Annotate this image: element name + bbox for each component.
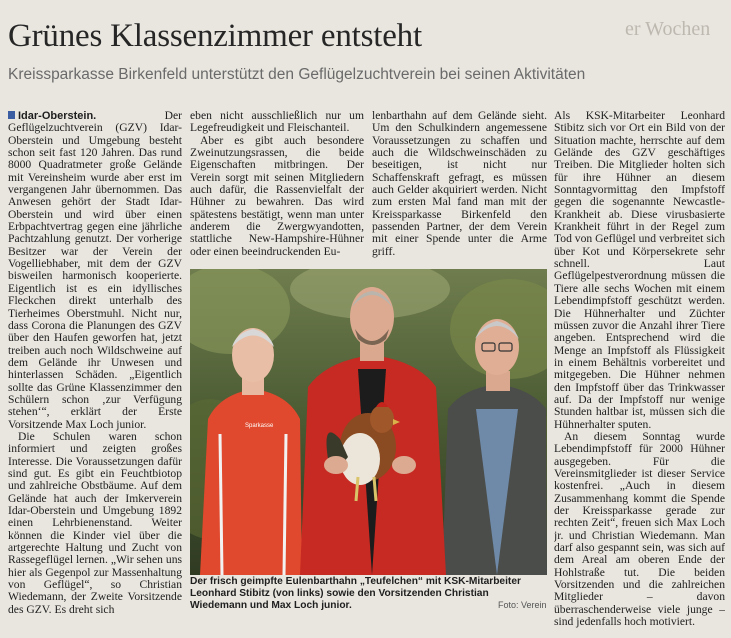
article-column-4 [554, 110, 725, 630]
paragraph: eben nicht ausschließlich nur um Legefreudigkeit und Fleischanteil. [190, 110, 364, 135]
article-column-1 [8, 110, 182, 630]
paragraph: Als KSK-Mitarbeiter Leonhard Stibitz sich vor Ort ein Bild von der Situation machte, herrschte auf dem Gelände des GZV geschäftiges Treiben. Die Mitglieder holten sich für ihre Hühner an diesem Sonntagvormittag den Impfstoff gegen die sogenannte Newcastle-Krankheit ab. Diese virusbasierte Krankheit führt in der Regel zum Tod von Geflügel und verbreitet sich über Kot und Körpersekrete sehr schnell. Laut Geflügelpestverordnung müssen die Tiere alle sechs Wochen mit einem Lebendimpfstoff geschützt werden. Die Hühnerhalter und Züchter müssen zuvor die Anzahl ihrer Tiere angeben. Entsprechend wird die Menge an Impfstoff als Flüssigkeit in einem Behältnis vorbereitet und mitgegeben. Die Hühner nehmen den Impfstoff über das Trinkwasser auf. Da der Impfstoff nur wenige Stunden haltbar ist, müssen sich die Hühnerhalter sputen. [554, 110, 725, 431]
bleed-through-text: er Wochen [625, 18, 711, 40]
subheadline: Kreissparkasse Birkenfeld unterstützt den Geflügelzuchtverein bei seinen Aktivitäten [8, 66, 586, 83]
paragraph: lenbarthahn auf dem Gelände sieht. Um den Schulkindern angemessene Voraussetzungen zu schaffen und auch die Wildschweinschäden zu beseitigen, ist nicht nur Schaffenskraft gefragt, es müssen auch Gelder akquiriert werden. Nicht zum ersten Mal fand man mit der Kreissparkasse Birkenfeld den passenden Partner, der dem Verein mit einer Spende unter die Arme griff. [372, 110, 547, 258]
paragraph [8, 110, 182, 431]
shirt-print: Sparkasse [245, 423, 274, 429]
photo-credit: Foto: Verein [498, 600, 547, 610]
dateline-marker-icon [8, 111, 15, 119]
dateline: Idar-Oberstein. [18, 110, 97, 122]
article-column-3 [372, 110, 547, 268]
hand [392, 456, 416, 474]
photo-caption: Der frisch geimpfte Eulenbarthahn „Teufelchen“ mit KSK-Mitarbeiter Leonhard Stibitz (von links) sowie den Vorsitzenden Christian Wiedemann und Max Loch junior. [190, 576, 521, 612]
hand [324, 456, 348, 474]
paragraph: An diesem Sonntag wurde Lebendimpfstoff für 2000 Hühner ausgegeben. Für die Vereinsmitglieder ist dieser Service kostenfrei. „Auch in diesem Zusammenhang kommt die Spende der Kreissparkasse gerade zur rechten Zeit“, freuen sich Max Loch jr. und Christian Wiedemann. Man darf also gespannt sein, was sich auf dem Areal am oberen Ende der Hohlstraße tut. Die beiden Vorsitzenden und die zahlreichen Mitglieder – davon überraschenderweise viele junge – sind jedenfalls hoch motiviert. [554, 429, 725, 629]
article-photo [190, 269, 547, 575]
photo-illustration [190, 269, 547, 575]
paragraph: Aber es gibt auch besondere Zweinutzungsrassen, die beide Eigenschaften mitbringen. Der Verein sorgt mit seinen Mitgliedern auch dafür, die Rassenvielfalt der Hühner zu bewahren. Das wird spätestens bestätigt, wenn man unter anderem die Zwergwyandotten, stattliche New-Hampshire-Hühner oder einen beeindruckenden Eu- [190, 133, 364, 258]
headline: Grünes Klassenzimmer entsteht [8, 18, 422, 54]
article-column-2 [190, 110, 364, 268]
paragraph: Die Schulen waren schon informiert und zeigten großes Interesse. Die Voraussetzungen dafür sind gut. Es gibt ein Feuchtbiotop und zahlreiche Obstbäume. Auf dem Gelände hat auch der Imkerverein Idar-Oberstein und Umgebung 1892 einen Lehrbienenstand. Weiter können die Kinder viel über die artgerechte Haltung und Zucht von Rassegeflügel lernen. „Wir sehen uns hier als Gegenpol zur Massenhaltung von Geflügel“, so Christian Wiedemann, der Zweite Vorsitzende des GZV. Es dreht sich [8, 429, 182, 616]
paragraph-text: Der Geflügelzuchtverein (GZV) Idar-Oberstein und Umgebung besteht schon seit fast 120 Jahren. Das rund 8000 Quadratmeter große Gelände mit Vereinsheim wurde aber erst im vergangenen Jahr übernommen. Das Anwesen gehört der Stadt Idar-Oberstein und wird über einen Erbpachtvertrag gegen eine jährliche Pachtzahlung genutzt. Der vorherige Besitzer war der Verein der Vogelliebhaber, mit dem der GZV bisweilen harmonisch kooperierte. Eigentlich ist es ein idyllisches Fleckchen direkt unterhalb des Tierheimes Oberstmuhl. Nicht nur, dass Corona die Planungen des GZV über den Haufen geworfen hat, jetzt treiben auch noch Wildschweine auf dem Gelände ihr Unwesen und hinterlassen Schäden. „Eigentlich sollte das Grüne Klassenzimmer den Schülern schon ‚zur Verfügung stehen‘“, erklärt der Erste Vorsitzende Max Loch junior. [8, 110, 182, 431]
